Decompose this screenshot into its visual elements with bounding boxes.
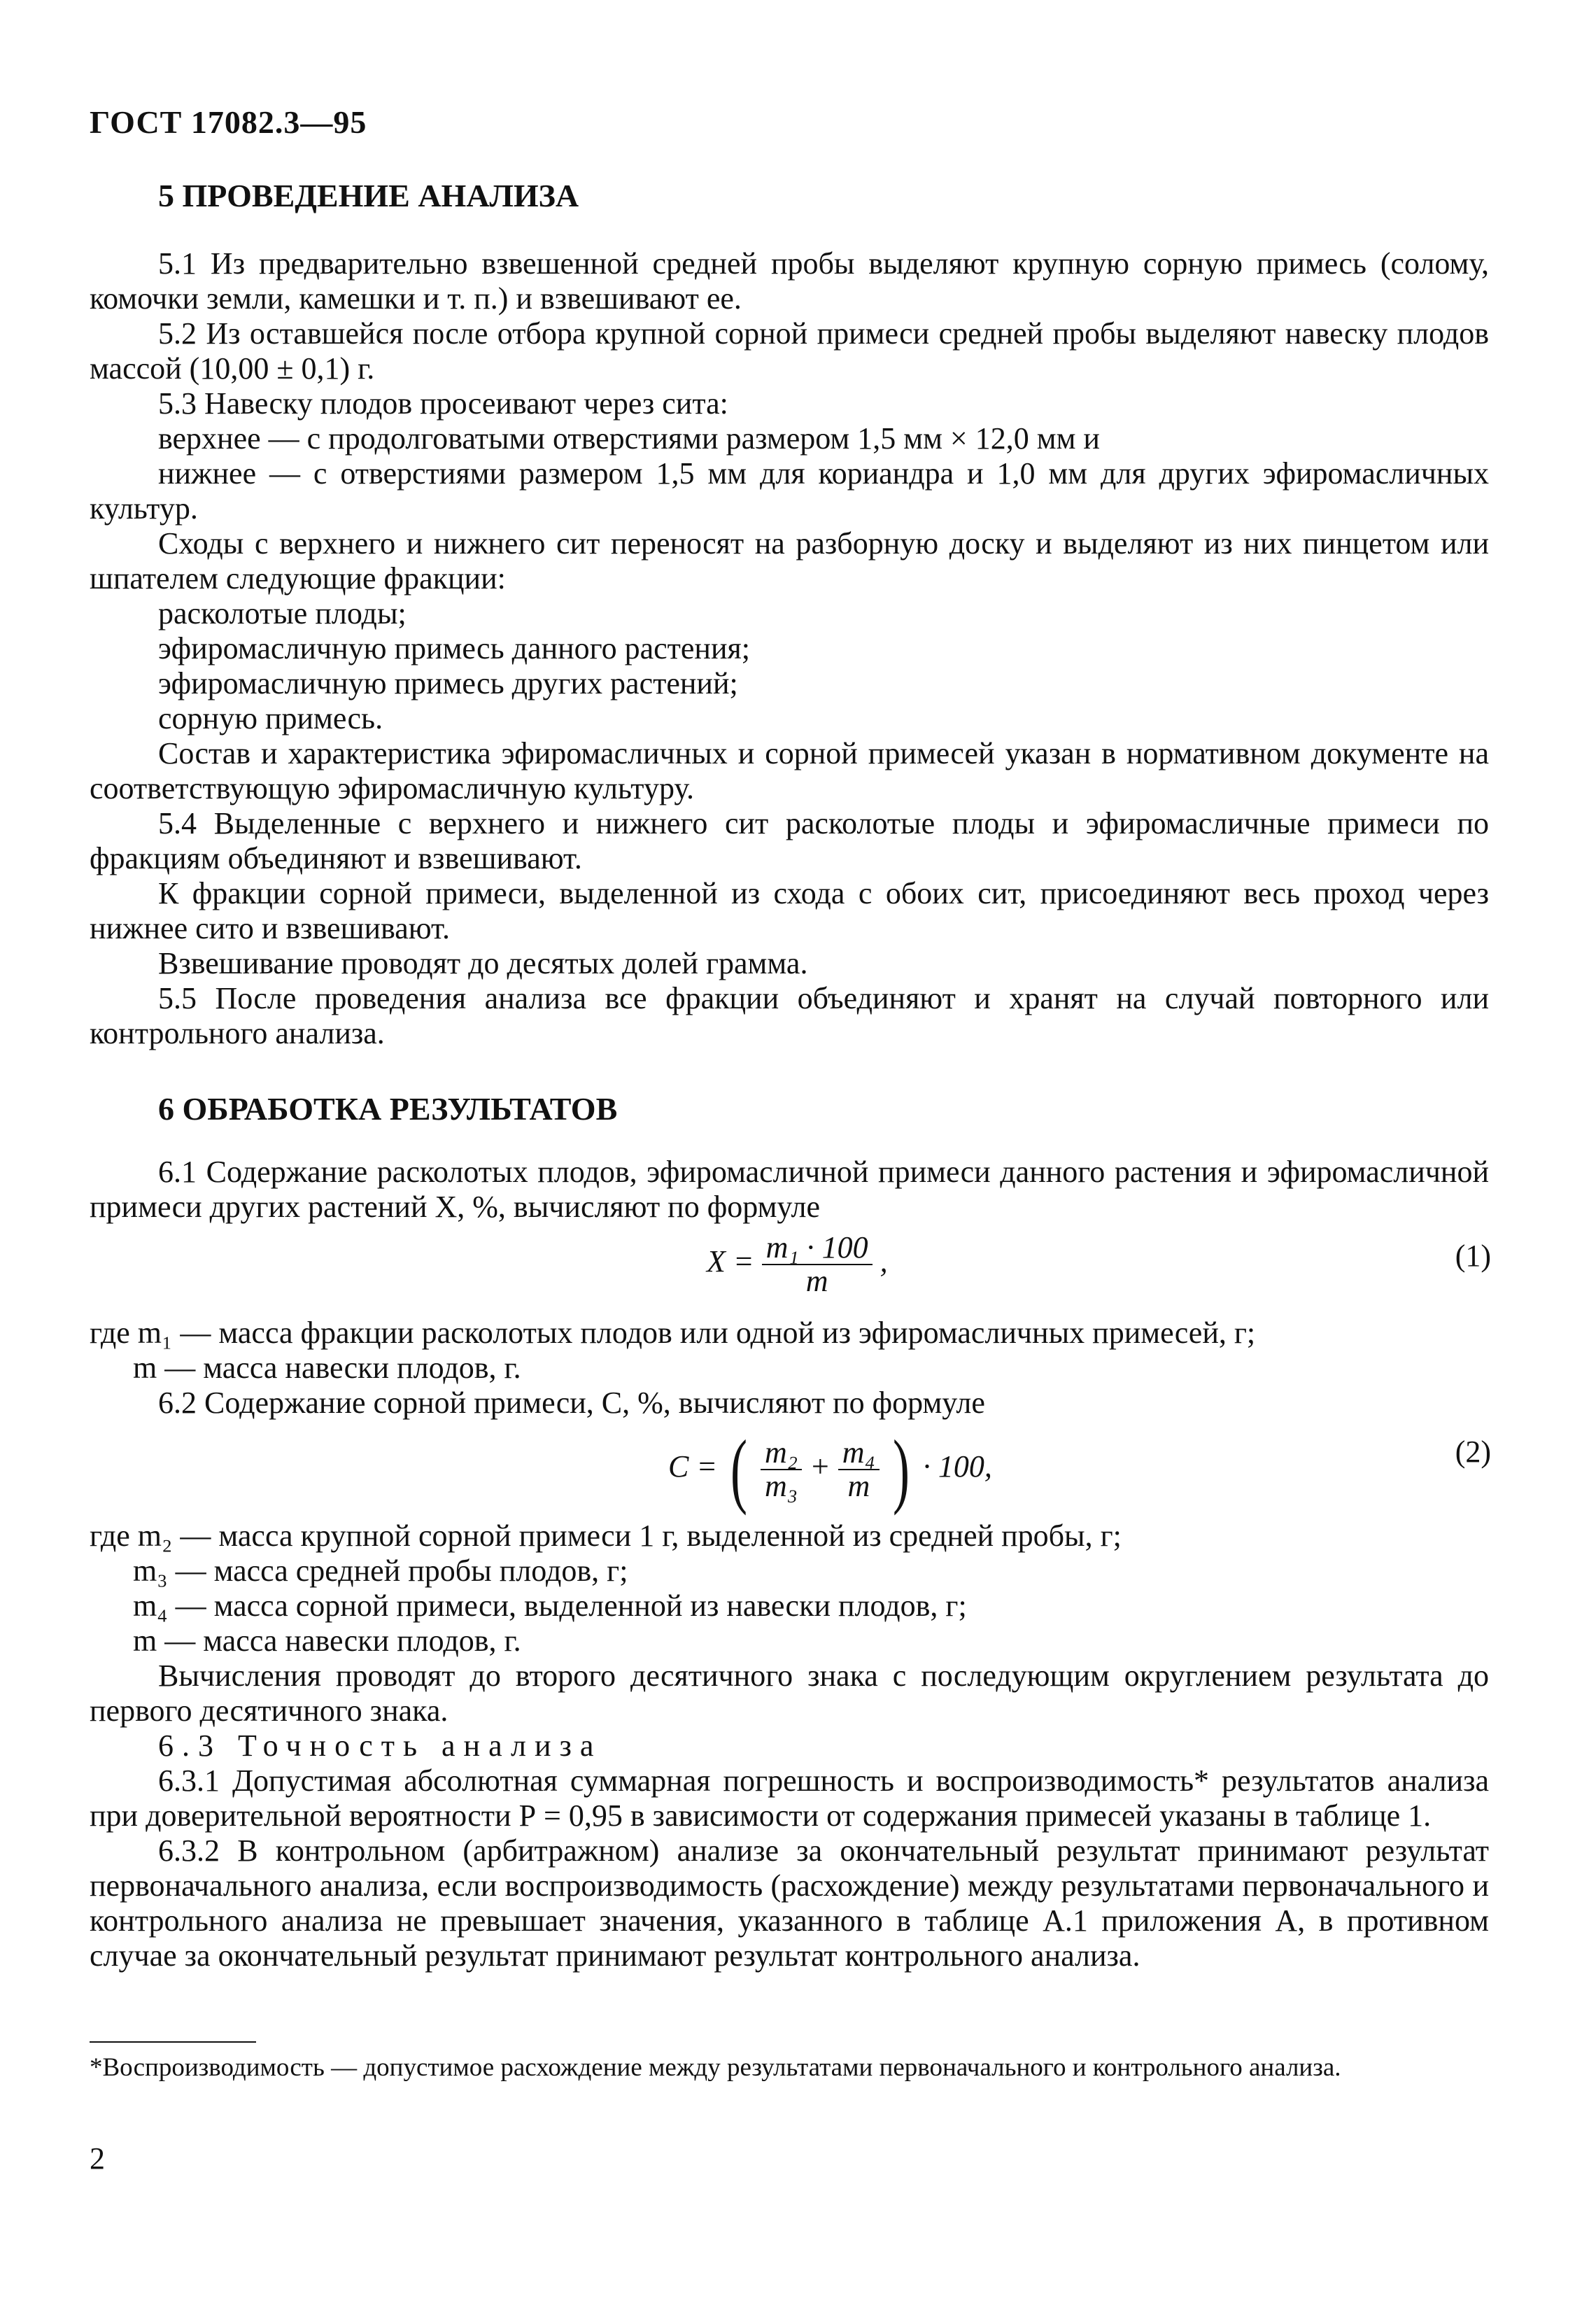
formula-2-fraction-a	[761, 1437, 802, 1502]
paragraph-6-2: 6.2 Содержание сорной примеси, С, %, вычисляют по формуле	[158, 1386, 985, 1420]
fraction-item: сорную примесь.	[158, 701, 383, 735]
section-6-intro	[90, 1155, 1489, 1225]
formula-1-tail: ,	[880, 1244, 888, 1279]
formula-1-denominator: m	[805, 1264, 828, 1298]
paragraph-5-1: 5.1 Из предварительно взвешенной средней пробы выделяют крупную сорную примесь (солому, комочки земли, камешки и т. п.) и взвешивают ее.	[90, 246, 1489, 316]
paragraph-5-4: 5.4 Выделенные с верхнего и нижнего сит расколотые плоды и эфиромасличные примеси по фракциям объединяют и взвешивают.	[90, 806, 1489, 875]
paragraph-6-3-2: 6.3.2 В контрольном (арбитражном) анализе за окончательный результат принимают результат первоначального анализа, если воспроизводимость (расхождение) между результатами первоначального и контрольного анализа не превышает значения, указанного в таблице А.1 приложения А, в противном случае за окончательный результат принимают результат контрольного анализа.	[90, 1833, 1489, 1973]
formula-2-plus: +	[810, 1449, 831, 1484]
formula-2-num-b: m₄	[838, 1437, 880, 1470]
formula-2-den-b: m	[847, 1469, 870, 1503]
fractions-intro: Сходы с верхнего и нижнего сит переносят на разборную доску и выделяют из них пинцетом или шпателем следующие фракции:	[90, 526, 1489, 596]
paragraph-6-3: 6.3 Точность анализа	[158, 1728, 602, 1763]
formula-1-numerator: m₁ · 100	[762, 1232, 873, 1265]
section-5-body	[90, 246, 1489, 1051]
paragraph-5-5: 5.5 После проведения анализа все фракции объединяют и хранят на случай повторного или контрольного анализа.	[90, 981, 1489, 1050]
sieve-upper: верхнее — с продолговатыми отверстиями размером 1,5 мм × 12,0 мм и	[158, 421, 1100, 456]
formula-2	[668, 1423, 992, 1516]
legend-m3: m₃ — масса средней пробы плодов, г;	[133, 1554, 628, 1588]
section-6-body	[90, 1519, 1489, 1973]
formula-2-number: (2)	[1455, 1435, 1491, 1469]
formula-1	[707, 1232, 888, 1297]
formula-2-tail: · 100,	[922, 1449, 992, 1484]
paragraph-6-1: 6.1 Содержание расколотых плодов, эфиромасличной примеси данного растения и эфиромасличной примеси других растений X, %, вычисляют по формуле	[90, 1155, 1489, 1224]
formula-2-den-a: m₃	[765, 1469, 798, 1503]
legend-m: m — масса навески плодов, г.	[133, 1624, 521, 1658]
legend-m4: m₄ — масса сорной примеси, выделенной из навески плодов, г;	[133, 1589, 967, 1623]
right-paren: )	[892, 1423, 910, 1516]
paragraph-5-4-b: К фракции сорной примеси, выделенной из схода с обоих сит, присоединяют весь проход через нижнее сито и взвешивают.	[90, 876, 1489, 945]
calculation-note: Вычисления проводят до второго десятичного знака с последующим округлением результата до первого десятичного знака.	[90, 1659, 1489, 1728]
footnote: *Воспроизводимость — допустимое расхождение между результатами первоначального и контрольного анализа.	[90, 2053, 1341, 2082]
fraction-item: эфиромасличную примесь других растений;	[158, 666, 738, 700]
paragraph-6-3-1: 6.3.1 Допустимая абсолютная суммарная погрешность и воспроизводимость* результатов анализа при доверительной вероятности Р = 0,95 в зависимости от содержания примесей указаны в таблице 1.	[90, 1763, 1489, 1833]
footnote-rule	[90, 2041, 256, 2043]
section-6-heading: 6 ОБРАБОТКА РЕЗУЛЬТАТОВ	[158, 1091, 618, 1127]
formula-2-fraction-b	[838, 1437, 880, 1502]
legend-m2: где m₂ — масса крупной сорной примеси 1 г, выделенной из средней пробы, г;	[90, 1519, 1122, 1553]
formula-1-legend	[90, 1316, 1489, 1421]
formula-2-num-a: m₂	[761, 1437, 802, 1470]
document-id: ГОСТ 17082.3—95	[90, 104, 367, 140]
composition-note: Состав и характеристика эфиромасличных и сорной примесей указан в нормативном документе на соответствующую эфиромасличную культуру.	[90, 736, 1489, 805]
section-5-heading: 5 ПРОВЕДЕНИЕ АНАЛИЗА	[158, 178, 579, 213]
formula-1-number: (1)	[1455, 1239, 1491, 1273]
legend-m1: где m₁ — масса фракции расколотых плодов или одной из эфиромасличных примесей, г;	[90, 1316, 1256, 1350]
fraction-item: расколотые плоды;	[158, 596, 407, 631]
sieve-lower: нижнее — с отверстиями размером 1,5 мм для кориандра и 1,0 мм для других эфиромасличных культур.	[90, 456, 1489, 526]
page-number: 2	[90, 2141, 105, 2176]
formula-2-lhs: С =	[668, 1449, 718, 1484]
paragraph-5-3: 5.3 Навеску плодов просеивают через сита:	[158, 386, 728, 421]
left-paren: (	[730, 1423, 748, 1516]
legend-m: m — масса навески плодов, г.	[133, 1351, 521, 1385]
formula-1-fraction	[762, 1232, 873, 1297]
formula-1-lhs: X =	[707, 1244, 754, 1279]
fraction-item: эфиромасличную примесь данного растения;	[158, 631, 750, 665]
paragraph-5-4-c: Взвешивание проводят до десятых долей грамма.	[158, 946, 808, 980]
paragraph-5-2: 5.2 Из оставшейся после отбора крупной сорной примеси средней пробы выделяют навеску плодов массой (10,00 ± 0,1) г.	[90, 316, 1489, 386]
